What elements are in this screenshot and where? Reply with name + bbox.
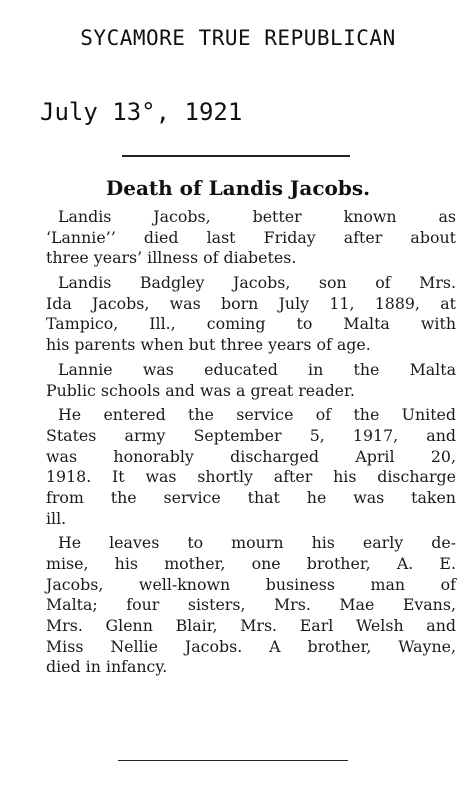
article-paragraph <box>46 533 456 678</box>
article-line: from the service that he was taken <box>46 487 456 507</box>
article-body <box>46 207 456 682</box>
bottom-divider <box>118 760 348 761</box>
article-line: died in infancy. <box>46 657 168 677</box>
article-line: Tampico, Ill., coming to Malta with <box>46 314 456 334</box>
article-line: Landis Badgley Jacobs, son of Mrs. <box>58 273 456 293</box>
article-line: Miss Nellie Jacobs. A brother, Wayne, <box>46 636 456 656</box>
article-line: Mrs. Glenn Blair, Mrs. Earl Welsh and <box>46 616 456 636</box>
article-line: Malta; four sisters, Mrs. Mae Evans, <box>46 595 456 615</box>
article-headline: Death of Landis Jacobs. <box>105 176 371 200</box>
article-paragraph <box>46 405 456 529</box>
article-line: ‘Lannie’’ died last Friday after about <box>46 227 456 247</box>
article-line: 1918. It was shortly after his discharge <box>46 467 456 487</box>
top-divider <box>122 155 350 157</box>
publication-date: July 13°, 1921 <box>40 98 243 126</box>
article-line: Landis Jacobs, better known as <box>58 207 456 226</box>
article-line: He leaves to mourn his early de- <box>58 533 456 553</box>
article-line: mise, his mother, one brother, A. E. <box>46 554 456 573</box>
article-paragraph <box>46 273 456 356</box>
newspaper-masthead: SYCAMORE TRUE REPUBLICAN <box>80 26 396 50</box>
article-line: Lannie was educated in the Malta <box>58 359 456 379</box>
article-paragraph <box>46 207 456 269</box>
article-line: He entered the service of the United <box>58 405 456 425</box>
article-line: was honorably discharged April 20, <box>46 446 456 466</box>
article-line: ill. <box>46 508 67 528</box>
article-line: three years’ illness of diabetes. <box>46 248 297 268</box>
article-paragraph <box>46 360 456 401</box>
article-line: Public schools and was a great reader. <box>46 380 355 400</box>
article-line: States army September 5, 1917, and <box>46 425 456 445</box>
article-line: Ida Jacobs, was born July 11, 1889, at <box>46 293 456 313</box>
article-line: Jacobs, well-known business man of <box>46 574 456 594</box>
article-line: his parents when but three years of age. <box>46 335 371 355</box>
